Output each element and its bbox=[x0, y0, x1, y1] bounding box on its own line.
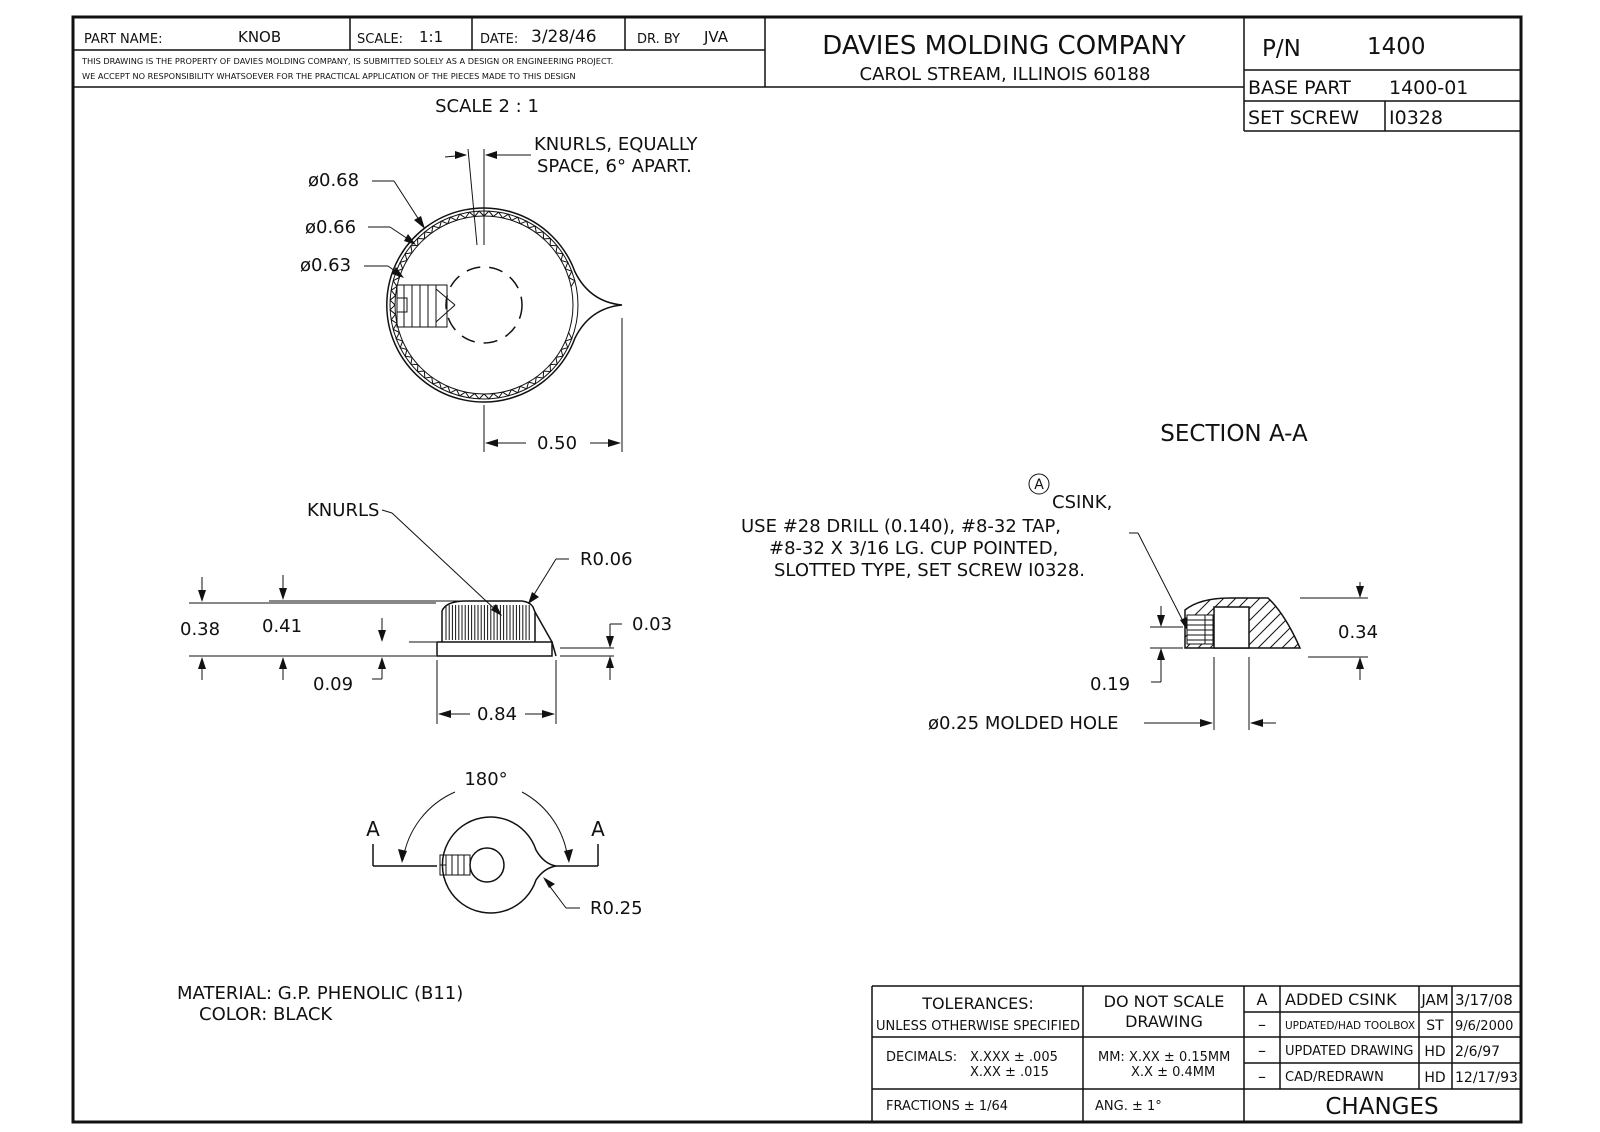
notice-line-1: THIS DRAWING IS THE PROPERTY OF DAVIES MOLDING COMPANY, IS SUBMITTED SOLELY AS A DESIGN OR ENGINEERING PROJECT. bbox=[82, 56, 614, 66]
hatch-line bbox=[1244, 595, 1299, 650]
change-rev: A bbox=[1256, 990, 1268, 1009]
title-block bbox=[73, 17, 1521, 131]
scale-note: SCALE 2 : 1 bbox=[435, 96, 539, 117]
molded-hole-section bbox=[1214, 607, 1249, 648]
molded-hole-note: ø0.25 MOLDED HOLE bbox=[928, 713, 1119, 734]
change-date: 12/17/93 bbox=[1455, 1070, 1518, 1086]
change-by: JAM bbox=[1421, 991, 1449, 1009]
section-mark-right: A bbox=[591, 817, 605, 841]
knurl-note-line-2: SPACE, 6° APART. bbox=[537, 156, 692, 177]
tolerance-block bbox=[872, 986, 1244, 1122]
change-desc: UPDATED DRAWING bbox=[1285, 1044, 1414, 1059]
knurl-teeth bbox=[390, 211, 575, 399]
notice-line-2: WE ACCEPT NO RESPONSIBILITY WHATSOEVER FOR THE PRACTICAL APPLICATION OF THE PIECES MADE TO THIS DESIGN bbox=[82, 71, 576, 81]
part-name-value: KNOB bbox=[238, 28, 282, 46]
hole-depth-0-19: 0.19 bbox=[1090, 674, 1131, 695]
angle-180: 180° bbox=[464, 769, 508, 790]
drawn-by-label: DR. BY bbox=[637, 32, 680, 47]
angular-tol: ANG. ± 1° bbox=[1095, 1099, 1162, 1114]
change-row bbox=[1257, 990, 1513, 1009]
part-name-label: PART NAME: bbox=[84, 32, 163, 47]
tolerances-subheader: UNLESS OTHERWISE SPECIFIED bbox=[875, 1019, 1081, 1034]
change-row bbox=[1258, 1067, 1518, 1086]
tolerances-header: TOLERANCES: bbox=[922, 994, 1034, 1013]
change-by: HD bbox=[1424, 1044, 1446, 1060]
revision-marker-a: A bbox=[1034, 477, 1044, 493]
height-dim-0-38: 0.38 bbox=[180, 619, 221, 640]
section-title: SECTION A-A bbox=[1160, 421, 1308, 447]
do-not-scale-line-2: DRAWING bbox=[1125, 1012, 1203, 1031]
skirt-dim-0-09: 0.09 bbox=[313, 674, 354, 695]
side-view bbox=[180, 500, 672, 725]
decimals-label: DECIMALS: bbox=[886, 1050, 958, 1065]
change-rev: – bbox=[1258, 1041, 1266, 1060]
changes-block bbox=[1244, 986, 1521, 1120]
mm-tol-2: X.X ± 0.4MM bbox=[1131, 1065, 1216, 1080]
scale-value: 1:1 bbox=[419, 28, 444, 46]
set-screw-label: SET SCREW bbox=[1248, 107, 1360, 129]
decimals-3-place: X.XXX ± .005 bbox=[970, 1050, 1058, 1065]
section-height-0-34: 0.34 bbox=[1338, 622, 1379, 643]
section-view bbox=[741, 421, 1378, 734]
csink-note-line-1: CSINK, bbox=[1052, 492, 1113, 513]
radius-top-label: R0.06 bbox=[580, 549, 633, 570]
base-part-label: BASE PART bbox=[1248, 77, 1351, 99]
change-desc: ADDED CSINK bbox=[1285, 990, 1397, 1009]
change-by: ST bbox=[1426, 1018, 1444, 1034]
do-not-scale-line-1: DO NOT SCALE bbox=[1103, 992, 1225, 1011]
color-note: COLOR: BLACK bbox=[199, 1004, 333, 1025]
bottom-view bbox=[366, 769, 642, 919]
overall-dim-0-41: 0.41 bbox=[262, 616, 303, 637]
hatch-line bbox=[1280, 595, 1335, 650]
flange-dim-0-03: 0.03 bbox=[632, 614, 673, 635]
knurls-label: KNURLS bbox=[307, 500, 380, 521]
mm-tol-1: MM: X.XX ± 0.15MM bbox=[1098, 1050, 1231, 1065]
shaft-hole-hidden bbox=[446, 267, 522, 343]
csink-note-line-2: USE #28 DRILL (0.140), #8-32 TAP, bbox=[741, 516, 1062, 537]
pointer-length-dim: 0.50 bbox=[536, 433, 578, 454]
change-row bbox=[1258, 1015, 1513, 1034]
change-rev: – bbox=[1258, 1015, 1266, 1034]
change-rev: – bbox=[1258, 1067, 1266, 1086]
company-address: CAROL STREAM, ILLINOIS 60188 bbox=[859, 64, 1151, 85]
fractions-tol: FRACTIONS ± 1/64 bbox=[886, 1099, 1009, 1114]
change-desc: CAD/REDRAWN bbox=[1285, 1070, 1384, 1085]
shaft-hole-bottom bbox=[470, 848, 504, 882]
change-date: 2/6/97 bbox=[1455, 1044, 1501, 1060]
company-name: DAVIES MOLDING COMPANY bbox=[822, 31, 1186, 61]
top-view bbox=[300, 96, 699, 454]
date-value: 3/28/46 bbox=[531, 27, 597, 47]
set-screw-value: I0328 bbox=[1389, 107, 1443, 129]
change-desc: UPDATED/HAD TOOLBOX bbox=[1285, 1020, 1416, 1032]
width-dim-0-84: 0.84 bbox=[476, 704, 518, 725]
changes-title: CHANGES bbox=[1325, 1094, 1439, 1120]
change-row bbox=[1258, 1041, 1500, 1060]
dia-mid-label: ø0.66 bbox=[305, 217, 357, 238]
dia-outer-label: ø0.68 bbox=[308, 170, 360, 191]
set-screw-bottom bbox=[440, 855, 470, 875]
scale-label: SCALE: bbox=[357, 32, 404, 47]
change-by: HD bbox=[1424, 1070, 1446, 1086]
knurl-lines-side bbox=[446, 605, 529, 640]
csink-note-line-3: #8-32 X 3/16 LG. CUP POINTED, bbox=[769, 538, 1059, 559]
csink-note-line-4: SLOTTED TYPE, SET SCREW I0328. bbox=[774, 560, 1086, 581]
part-number-label: P/N bbox=[1262, 36, 1301, 62]
knob-outline-bottom bbox=[442, 817, 556, 913]
knob-outline-top bbox=[387, 208, 622, 402]
drawn-by-value: JVA bbox=[704, 28, 728, 46]
decimals-2-place: X.XX ± .015 bbox=[970, 1065, 1049, 1080]
dia-inner-label: ø0.63 bbox=[300, 255, 352, 276]
base-part-value: 1400-01 bbox=[1389, 77, 1469, 99]
date-label: DATE: bbox=[480, 32, 519, 47]
hatch-line bbox=[1256, 595, 1311, 650]
change-date: 3/17/08 bbox=[1455, 991, 1513, 1009]
hatch-line bbox=[1268, 595, 1323, 650]
section-mark-left: A bbox=[366, 817, 380, 841]
change-date: 9/6/2000 bbox=[1455, 1019, 1514, 1034]
knurl-note-line-1: KNURLS, EQUALLY bbox=[534, 134, 698, 155]
part-number-value: 1400 bbox=[1367, 34, 1426, 60]
radius-tip-label: R0.25 bbox=[590, 898, 643, 919]
material-note: MATERIAL: G.P. PHENOLIC (B11) bbox=[177, 983, 464, 1004]
